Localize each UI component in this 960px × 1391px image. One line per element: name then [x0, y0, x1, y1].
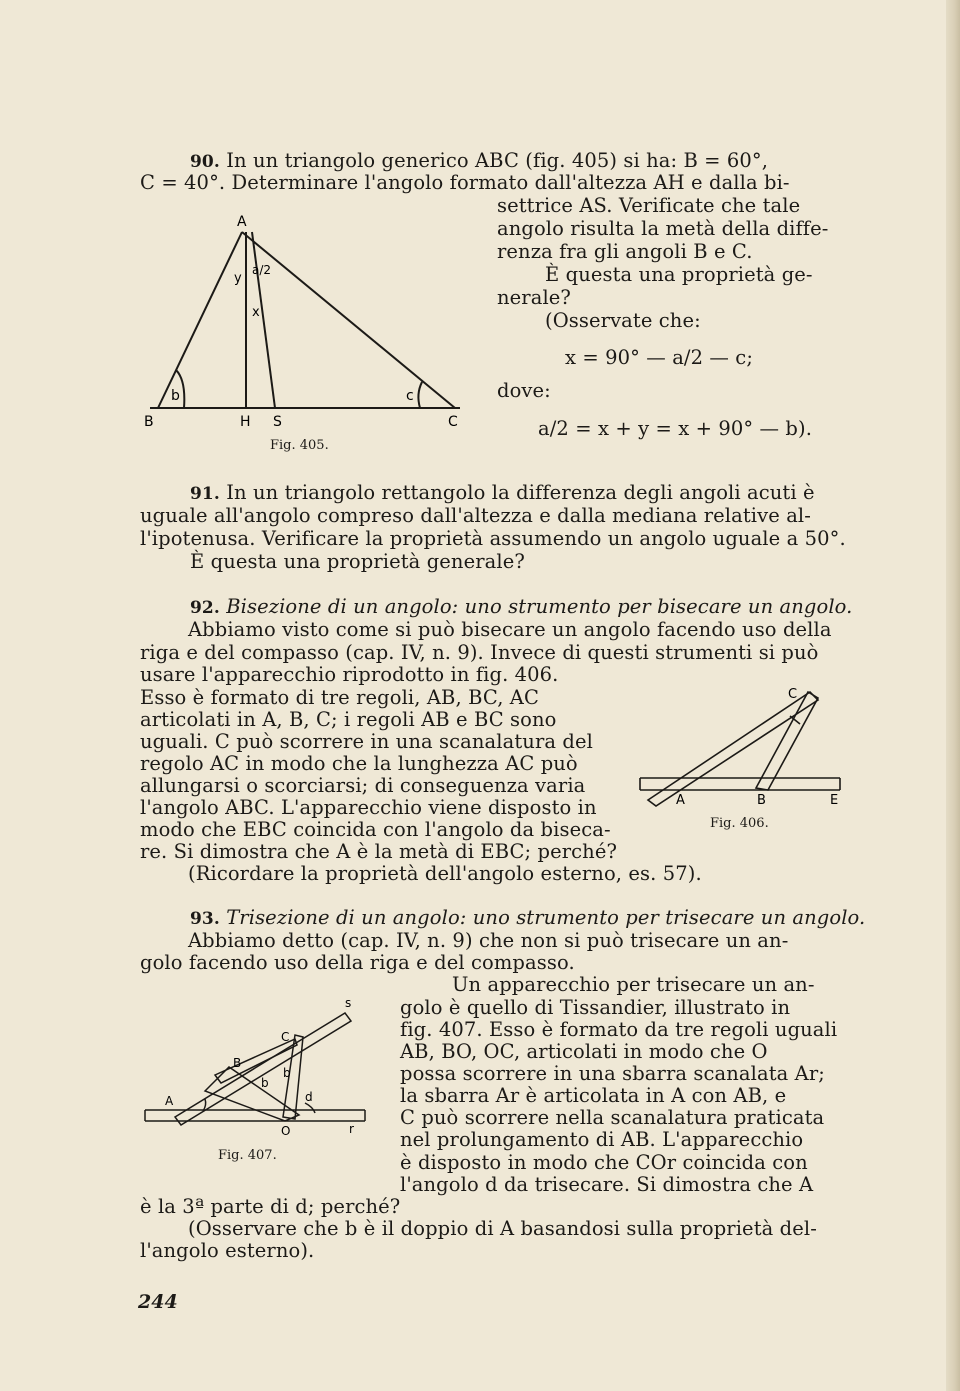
fig405-label-b-vertex: B — [144, 414, 154, 430]
ex90-line4: angolo risulta la metà della diffe- — [497, 217, 829, 240]
ex92-line12: (Ricordare la proprietà dell'angolo esterno, es. 57). — [188, 862, 702, 885]
fig405-label-h: H — [240, 414, 251, 430]
ex92-line10: modo che EBC coincida con l'angolo da biseca- — [140, 818, 611, 841]
figure-407 — [145, 995, 370, 1140]
fig407-bar-ac — [175, 1013, 351, 1125]
ex92-line8: allungarsi o scorciarsi; di conseguenza varia — [140, 774, 586, 797]
fig407-label-o: O — [281, 1124, 291, 1138]
ex93-line1: Abbiamo detto (cap. IV, n. 9) che non si può trisecare un an- — [188, 929, 789, 952]
ex90-dove: dove: — [497, 379, 551, 402]
ex91-line4: È questa una proprietà generale? — [190, 550, 525, 573]
ex93-line9: C può scorrere nella scanalatura praticata — [400, 1106, 825, 1129]
fig407-caption: Fig. 407. — [218, 1148, 277, 1163]
ex90-equation2: a/2 = x + y = x + 90° — b). — [538, 417, 813, 440]
fig405-bisector — [252, 232, 275, 408]
ex90-line6: È questa una proprietà ge- — [545, 263, 813, 286]
fig405-label-x: x — [252, 305, 260, 320]
ex93-title-line: 93. Trisezione di un angolo: uno strumento per trisecare un angolo. — [190, 906, 866, 929]
ex93-line5: fig. 407. Esso è formato da tre regoli uguali — [400, 1018, 838, 1041]
ex92-line11: re. Si dimostra che A è la metà di EBC; perché? — [140, 840, 618, 863]
ex91-line3: l'ipotenusa. Verificare la proprietà assumendo un angolo uguale a 50°. — [140, 527, 846, 550]
fig407-label-d: d — [305, 1090, 313, 1104]
fig405-label-b-angle: b — [171, 388, 180, 404]
figure-405 — [140, 210, 470, 440]
fig407-label-b-vertex: B — [233, 1056, 242, 1070]
ex93-line11: è disposto in modo che COr coincida con — [400, 1151, 808, 1174]
ex93-line3: Un apparecchio per trisecare un an- — [452, 973, 815, 996]
ex92-line3: usare l'apparecchio riprodotto in fig. 406. — [140, 663, 559, 686]
fig406-bar-ac — [648, 692, 818, 806]
ex93-line7: possa scorrere in una sbarra scanalata Ar; — [400, 1062, 825, 1085]
ex93-line8: la sbarra Ar è articolata in A con AB, e — [400, 1084, 787, 1107]
ex92-title-line: 92. Bisezione di un angolo: uno strumento per bisecare un angolo. — [190, 595, 853, 618]
ex90-line3: settrice AS. Verificate che tale — [497, 194, 801, 217]
ex92-line5: articolati in A, B, C; i regoli AB e BC sono — [140, 708, 557, 731]
fig407-label-r: r — [349, 1122, 354, 1136]
fig407-label-c: C — [281, 1030, 290, 1044]
fig407-label-a: A — [165, 1094, 174, 1108]
figure-406 — [640, 678, 840, 808]
fig405-side-ac — [242, 232, 455, 408]
page-edge — [946, 0, 960, 1391]
fig405-label-s: S — [273, 414, 282, 430]
fig406-caption: Fig. 406. — [710, 816, 769, 831]
ex93-line12: l'angolo d da trisecare. Si dimostra che A — [400, 1173, 814, 1196]
ex90-line8: (Osservate che: — [545, 309, 701, 332]
fig406-label-e: E — [830, 793, 839, 808]
ex92-line6: uguali. C può scorrere in una scanalatura del — [140, 730, 593, 753]
fig406-label-b: B — [757, 793, 766, 808]
ex90-line7: nerale? — [497, 286, 571, 309]
ex90-line5: renza fra gli angoli B e C. — [497, 240, 753, 263]
fig405-label-c-angle: c — [406, 388, 414, 404]
ex93-line15: l'angolo esterno). — [140, 1239, 315, 1262]
fig405-angle-c-arc — [418, 382, 422, 408]
ex90-line1: 90. In un triangolo generico ABC (fig. 405) si ha: B = 60°, — [190, 149, 769, 172]
ex93-line10: nel prolungamento di AB. L'apparecchio — [400, 1128, 804, 1151]
ex93-line6: AB, BO, OC, articolati in modo che O — [400, 1040, 768, 1063]
ex92-line7: regolo AC in modo che la lunghezza AC può — [140, 752, 578, 775]
fig406-label-c: C — [788, 687, 798, 702]
ex90-line2: C = 40°. Determinare l'angolo formato dall'altezza AH e dalla bi- — [140, 171, 790, 194]
ex93-line13: è la 3ª parte di d; perché? — [140, 1195, 401, 1218]
ex93-line4: golo è quello di Tissandier, illustrato in — [400, 996, 791, 1019]
ex92-line9: l'angolo ABC. L'apparecchio viene disposto in — [140, 796, 597, 819]
fig407-label-b-small: b — [283, 1066, 291, 1080]
fig407-label-s: s — [345, 996, 352, 1010]
ex91-line2: uguale all'angolo compreso dall'altezza e dalla mediana relative al- — [140, 504, 811, 527]
fig405-side-ab — [158, 232, 242, 408]
fig405-label-a: A — [237, 214, 247, 230]
page-number: 244 — [138, 1291, 178, 1313]
ex93-line2: golo facendo uso della riga e del compasso. — [140, 951, 575, 974]
ex92-line1: Abbiamo visto come si può bisecare un angolo facendo uso della — [188, 618, 832, 641]
fig405-caption: Fig. 405. — [270, 438, 329, 453]
fig405-label-c-vertex: C — [448, 414, 458, 430]
ex90-equation1: x = 90° — a/2 — c; — [565, 346, 753, 369]
ex91-line1: 91. In un triangolo rettangolo la differenza degli angoli acuti è — [190, 481, 815, 504]
ex92-line4: Esso è formato di tre regoli, AB, BC, AC — [140, 686, 539, 709]
ex93-line14: (Osservare che b è il doppio di A basandosi sulla proprietà del- — [188, 1217, 817, 1240]
fig405-label-half-a: a/2 — [252, 263, 272, 277]
fig405-label-y: y — [234, 271, 242, 286]
fig406-label-a: A — [676, 793, 685, 808]
ex92-line2: riga e del compasso (cap. IV, n. 9). Invece di questi strumenti si può — [140, 641, 819, 664]
fig407-label-b-angle: b — [261, 1076, 269, 1090]
